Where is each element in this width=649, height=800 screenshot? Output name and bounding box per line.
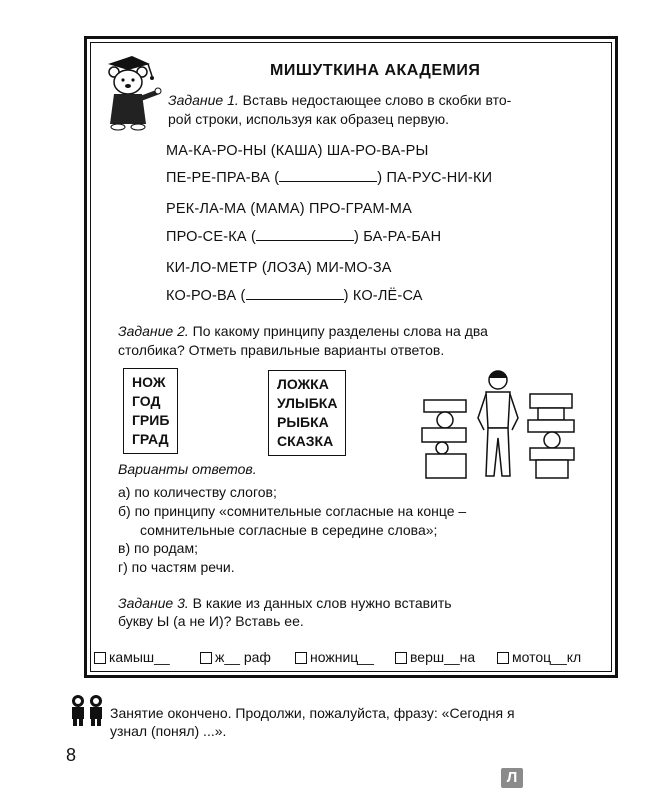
task1-instruction-line1 bbox=[168, 91, 511, 109]
answer-checkbox[interactable] bbox=[200, 652, 212, 664]
word-item: ЛОЖКА bbox=[277, 376, 329, 392]
task2-label: Задание 2. bbox=[118, 323, 189, 339]
task1-exercise-row: ПЕ-РЕ-ПРА-ВА ( ) ПА-РУС-НИ-КИ bbox=[166, 170, 493, 186]
word-item: УЛЫБКА bbox=[277, 395, 338, 411]
task3-instruction-line1: Задание 3. В какие из данных слов нужно вставить bbox=[118, 595, 452, 611]
task3-word-option: камыш__ bbox=[94, 648, 170, 666]
task3-word-option: ж__ раф bbox=[200, 648, 271, 666]
word-item: СКАЗКА bbox=[277, 433, 334, 449]
variant-option: б) по принципу «сомнительные согласные на конце – bbox=[118, 503, 467, 519]
children-icon bbox=[66, 693, 108, 727]
task3-instruction-line2: букву Ы (а не И)? Вставь ее. bbox=[118, 613, 304, 629]
bear-teacher-illustration bbox=[100, 52, 162, 132]
task3-word-option: верш__на bbox=[395, 648, 475, 666]
task2-instruction-line2: столбика? Отметь правильные варианты ответов. bbox=[118, 342, 445, 358]
answer-checkbox[interactable] bbox=[395, 652, 407, 664]
word-item: РЫБКА bbox=[277, 414, 329, 430]
answer-blank[interactable] bbox=[246, 287, 344, 300]
task1-instruction-line2: рой строки, используя как образец первую. bbox=[168, 111, 449, 127]
answer-checkbox[interactable] bbox=[295, 652, 307, 664]
word-item: НОЖ bbox=[132, 374, 166, 390]
task3-word-option: мотоц__кл bbox=[497, 648, 581, 666]
word-item: ГРИБ bbox=[132, 412, 170, 428]
answer-blank[interactable] bbox=[279, 169, 377, 182]
word-item: ГРАД bbox=[132, 431, 169, 447]
answer-blank[interactable] bbox=[256, 228, 354, 241]
task2-instruction-line1: Задание 2. По какому принципу разделены слова на два bbox=[118, 323, 488, 339]
word-column-2 bbox=[268, 370, 346, 456]
variant-option: г) по частям речи. bbox=[118, 559, 235, 575]
task1-example-row: МА-КА-РО-НЫ (КАША) ША-РО-ВА-РЫ bbox=[166, 143, 429, 159]
answer-checkbox[interactable] bbox=[497, 652, 509, 664]
variant-option-continued: сомнительные согласные в середине слова»; bbox=[140, 522, 438, 538]
task1-exercise-row: ПРО-СЕ-КА ( ) БА-РА-БАН bbox=[166, 229, 442, 245]
task1-example-row: КИ-ЛО-МЕТР (ЛОЗА) МИ-МО-ЗА bbox=[166, 260, 392, 276]
boy-with-blocks-illustration bbox=[418, 368, 578, 486]
task3-label: Задание 3. bbox=[118, 595, 189, 611]
closing-text-line1: Занятие окончено. Продолжи, пожалуйста, фразу: «Сегодня я bbox=[110, 705, 515, 721]
publisher-logo-icon: Л bbox=[501, 768, 523, 788]
task1-exercise-row: КО-РО-ВА ( ) КО-ЛЁ-СА bbox=[166, 288, 423, 304]
variants-title: Варианты ответов. bbox=[118, 461, 257, 477]
task3-word-option: ножниц__ bbox=[295, 648, 374, 666]
page-title: МИШУТКИНА АКАДЕМИЯ bbox=[270, 62, 481, 79]
answer-checkbox[interactable] bbox=[94, 652, 106, 664]
variant-option: в) по родам; bbox=[118, 540, 198, 556]
page-number: 8 bbox=[66, 745, 77, 765]
word-column-1 bbox=[123, 368, 178, 454]
word-item: ГОД bbox=[132, 393, 161, 409]
task1-example-row: РЕК-ЛА-МА (МАМА) ПРО-ГРАМ-МА bbox=[166, 201, 412, 217]
task1-label: Задание 1. bbox=[168, 92, 239, 108]
task1-text1: Вставь недостающее слово в скобки вто- bbox=[242, 92, 512, 108]
variant-option: а) по количеству слогов; bbox=[118, 484, 277, 500]
closing-text-line2: узнал (понял) ...». bbox=[110, 723, 227, 739]
